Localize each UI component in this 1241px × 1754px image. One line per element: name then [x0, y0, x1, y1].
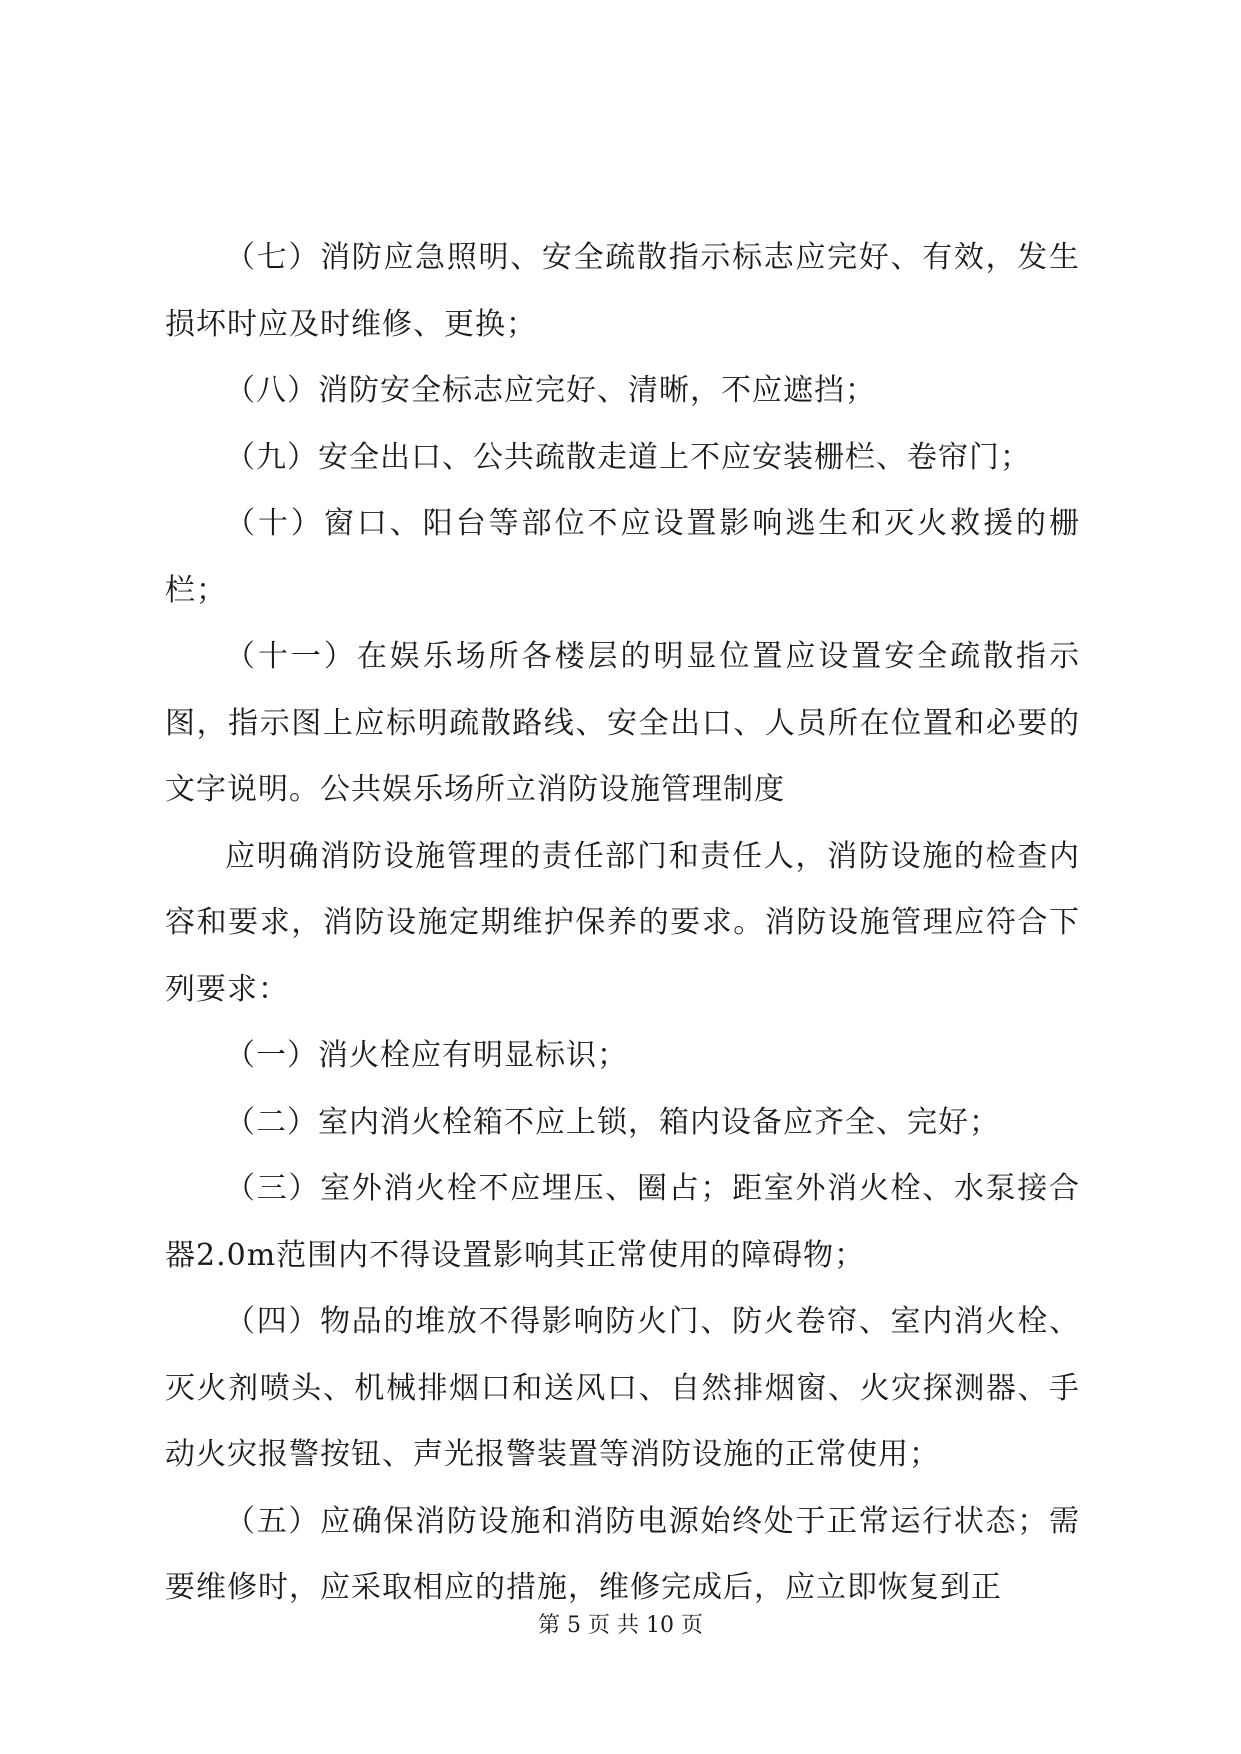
paragraph: （四）物品的堆放不得影响防火门、防火卷帘、室内消火栓、灭火剂喷头、机械排烟口和送风口、自然排烟窗、火灾探测器、手动火灾报警按钮、声光报警装置等消防设施的正常使用； [165, 1304, 1080, 1472]
paragraph: （九）安全出口、公共疏散走道上不应安装栅栏、卷帘门； [225, 439, 1031, 475]
page-footer [0, 1608, 1241, 1639]
paragraph: （二）室内消火栓箱不应上锁，箱内设备应齐全、完好； [225, 1104, 1000, 1140]
paragraph: （一）消火栓应有明显标识； [225, 1038, 628, 1073]
paragraph: （八）消防安全标志应完好、清晰，不应遮挡； [225, 373, 876, 408]
paragraph: （五）应确保消防设施和消防电源始终处于正常运行状态；需要维修时，应采取相应的措施，维修完成后，应立即恢复到正 [165, 1503, 1080, 1605]
paragraph: 应明确消防设施管理的责任部门和责任人，消防设施的检查内容和要求，消防设施定期维护保养的要求。消防设施管理应符合下列要求： [165, 838, 1080, 1007]
page-number: 第 5 页 共 10 页 [538, 1613, 703, 1638]
paragraph: （十）窗口、阳台等部位不应设置影响逃生和灭火救援的栅栏； [165, 506, 1080, 608]
paragraph: （三）室外消火栓不应埋压、圈占；距室外消火栓、水泵接合器2.0m范围内不得设置影响其正常使用的障碍物； [165, 1171, 1080, 1273]
paragraph: （七）消防应急照明、安全疏散指示标志应完好、有效，发生损坏时应及时维修、更换； [165, 240, 1080, 342]
document-body [165, 225, 1080, 1622]
paragraph: （十一）在娱乐场所各楼层的明显位置应设置安全疏散指示图，指示图上应标明疏散路线、安全出口、人员所在位置和必要的文字说明。公共娱乐场所立消防设施管理制度 [165, 639, 1080, 807]
